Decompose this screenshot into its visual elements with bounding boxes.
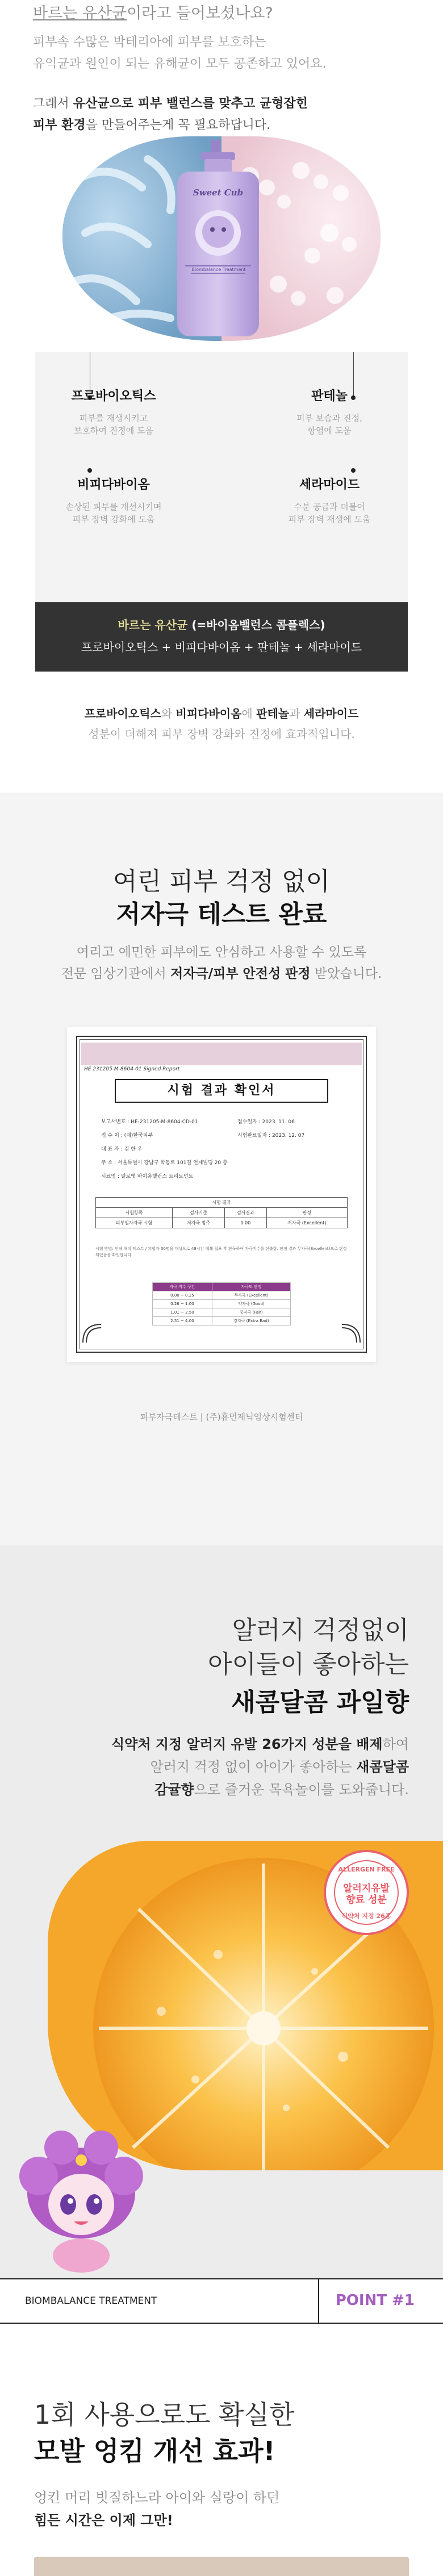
ingredient-desc: 피부 장벽 재생에 도움 bbox=[288, 514, 371, 524]
cert-value: 2023. 12. 07 bbox=[271, 1133, 305, 1139]
allergen-free-badge bbox=[324, 1850, 409, 1935]
point-bar-number: POINT #1 bbox=[335, 2292, 415, 2309]
point-bar-product: BIOMBALANCE TREATMENT bbox=[25, 2295, 157, 2307]
cert-table-header: 시험 결과 bbox=[96, 1198, 348, 1208]
product-hero-illustration bbox=[62, 136, 381, 341]
scale-cell: 2.51 ~ 4.00 bbox=[153, 1317, 212, 1325]
summary-bold: 비피다바이옴 bbox=[175, 707, 242, 720]
connector-dot bbox=[351, 468, 356, 473]
sub-post: 받았습니다. bbox=[310, 966, 382, 981]
cert-row bbox=[101, 1118, 198, 1125]
ingredient-title: 비피다바이옴 bbox=[77, 478, 150, 492]
cert-value: 김 한 우 bbox=[124, 1147, 143, 1152]
section3-body bbox=[11, 1733, 409, 1801]
cert-value: 서울특별시 강남구 학동로 101길 언제빌딩 20 층 bbox=[118, 1160, 228, 1166]
ingredient-desc: 손상된 피부를 개선시키며 bbox=[65, 502, 162, 512]
scale-cell: 무자극 (Excellent) bbox=[212, 1291, 290, 1300]
certificate-title: 시험 결과 확인서 bbox=[115, 1079, 328, 1103]
scale-col: 자극 지수 구간 bbox=[153, 1283, 212, 1291]
section3-body-line1 bbox=[11, 1733, 409, 1756]
body-text: 하여 bbox=[382, 1736, 409, 1752]
intro-p2-line1 bbox=[33, 93, 419, 115]
cert-key: 시험완료일자 : bbox=[237, 1133, 271, 1139]
summary-line2: 성분이 더해져 피부 장벽 강화와 진정에 효과적입니다. bbox=[88, 727, 355, 741]
cert-table-cell: 0.00 bbox=[225, 1218, 266, 1228]
ingredient-item bbox=[45, 475, 182, 526]
connector-dot bbox=[87, 468, 92, 473]
cert-key: 주 소 : bbox=[101, 1160, 116, 1166]
section4-headline1: 1회 사용으로도 확실한 bbox=[34, 2399, 295, 2430]
section4-body bbox=[34, 2486, 279, 2532]
body-bold: 새콤달콤 bbox=[356, 1759, 409, 1775]
badge-main-line2: 향료 성분 bbox=[346, 1894, 387, 1906]
summary-text: 에 bbox=[241, 707, 257, 720]
section4-headline2: 모발 엉킴 개선 효과! bbox=[34, 2436, 275, 2466]
summary-line1 bbox=[0, 703, 443, 724]
section4-body-line1: 엉킨 머리 빗질하느라 아이와 실랑이 하던 bbox=[34, 2490, 280, 2506]
ingredient-title: 세라마이드 bbox=[299, 478, 360, 492]
intro-p1-line1: 피부속 수많은 박테리아에 피부를 보호하는 bbox=[33, 35, 266, 49]
certificate-caption: 피부자극테스트 | (주)휴먼제닉임상시험센터 bbox=[140, 1412, 303, 1422]
ingredient-panel bbox=[35, 352, 408, 654]
cert-row bbox=[101, 1172, 193, 1179]
ingredient-desc: 항염에 도움 bbox=[307, 426, 352, 436]
badge-main-line1: 알러지유발 bbox=[342, 1883, 390, 1894]
scale-cell: 0.26 ~ 1.00 bbox=[153, 1300, 212, 1308]
section3-body-line3 bbox=[11, 1778, 409, 1801]
cert-row bbox=[101, 1145, 142, 1152]
complex-title-highlight: 바르는 유산균 bbox=[118, 618, 188, 632]
scale-cell: 1.01 ~ 2.50 bbox=[153, 1308, 212, 1317]
mascot-character-icon bbox=[16, 2125, 147, 2273]
section3-headline3: 새콤달콤 과일향 bbox=[231, 1688, 409, 1717]
body-bold: 감귤향 bbox=[154, 1782, 194, 1798]
intro-question-suffix: 이라고 들어보셨나요? bbox=[127, 5, 273, 22]
summary-bold: 프로바이오틱스 bbox=[84, 707, 161, 720]
body-bold: 식약처 지정 알러지 유발 26가지 성분을 배제 bbox=[111, 1736, 383, 1752]
cert-value: 알로엣 바이옴밸런스 트리트먼트 bbox=[120, 1174, 194, 1179]
cert-key: 접 수 처 : bbox=[101, 1133, 123, 1139]
cert-row bbox=[237, 1118, 295, 1125]
intro-p2-bold2: 피부 환경 bbox=[33, 118, 86, 132]
cert-row bbox=[101, 1158, 228, 1166]
ingredient-desc: 수분 공급과 더불어 bbox=[294, 502, 365, 512]
intro-question bbox=[33, 3, 419, 24]
complex-title-rest: (=바이옴밸런스 콤플렉스) bbox=[187, 618, 325, 632]
complex-title bbox=[35, 616, 408, 632]
section2-headline1: 여린 피부 걱정 없이 bbox=[113, 867, 330, 896]
cert-key: 대 표 자 : bbox=[101, 1147, 123, 1152]
ingredient-title: 판테놀 bbox=[311, 389, 348, 403]
intro-p2-pre: 그래서 bbox=[33, 97, 73, 111]
ingredient-item bbox=[261, 475, 398, 526]
point-bar bbox=[0, 2278, 443, 2324]
cert-key: 접수일자 : bbox=[237, 1119, 261, 1125]
section2-subtext bbox=[0, 941, 443, 985]
intro-question-highlight: 바르는 유산균 bbox=[33, 5, 127, 22]
badge-top-text: ALLERGEN FREE bbox=[338, 1866, 395, 1873]
cert-table-col: 검사기준 bbox=[172, 1208, 224, 1218]
cert-table-col: 판정 bbox=[266, 1208, 348, 1218]
intro-p2-rest: 을 만들어주는게 꼭 필요하답니다. bbox=[85, 118, 271, 132]
product-name-label: Biombalance Treatment bbox=[191, 267, 246, 272]
summary-bold: 세라마이드 bbox=[303, 707, 359, 720]
ingredient-summary bbox=[0, 703, 443, 744]
cert-table-cell: 저자극 범주 bbox=[172, 1218, 224, 1228]
fragrance-section bbox=[0, 1545, 443, 2278]
section2-sub-line1: 여리고 예민한 피부에도 안심하고 사용할 수 있도록 bbox=[76, 945, 367, 960]
ornament-icon bbox=[81, 1322, 103, 1345]
sub-bold: 저자극/피부 안전성 판정 bbox=[170, 966, 311, 981]
sub-pre: 전문 임상기관에서 bbox=[61, 966, 171, 981]
ingredient-title: 프로바이오틱스 bbox=[71, 389, 156, 403]
product-brand-label: Sweet Cub bbox=[193, 187, 244, 198]
body-text: 으로 즐거운 목욕놀이를 도와줍니다. bbox=[194, 1782, 409, 1798]
intro-p2-line2 bbox=[33, 115, 419, 136]
badge-bottom-text: 식약처 지정 26종 bbox=[341, 1912, 391, 1920]
cert-scale-table bbox=[152, 1282, 291, 1325]
cert-note: 시험 방법: 인체 패치 테스트 / 피험자 30명을 대상으로 48시간 폐쇄 첩포 후 판독하여 자극지수를 산출함. 판정 결과 무자극(Excellent)으로 판정되었음을 확인합니다. bbox=[95, 1247, 347, 1257]
section4-body-line2: 힘든 시간은 이제 그만! bbox=[34, 2512, 173, 2528]
low-irritation-section bbox=[0, 793, 443, 1545]
scale-cell: 0.00 ~ 0.25 bbox=[153, 1291, 212, 1300]
ornament-icon bbox=[340, 1322, 362, 1345]
ingredient-item bbox=[261, 386, 398, 437]
section3-headline bbox=[208, 1614, 409, 1682]
cert-key: 보고서번호 : bbox=[101, 1119, 129, 1125]
scale-cell: 강자극 (Extra Bad) bbox=[212, 1317, 290, 1325]
cert-result-table bbox=[95, 1197, 348, 1228]
cert-table-cell: 피부일차자극 시험 bbox=[96, 1218, 173, 1228]
probiotics-section bbox=[0, 0, 443, 793]
ingredient-desc: 보호하여 진정에 도움 bbox=[74, 426, 153, 436]
summary-bold: 판테놀 bbox=[256, 707, 290, 720]
ingredient-item bbox=[45, 386, 182, 437]
body-text: 알러지 걱정 없이 아이가 좋아하는 bbox=[150, 1759, 357, 1775]
complex-formula: 프로바이오틱스 + 비피다바이옴 + 판테놀 + 세라마이드 bbox=[81, 640, 362, 654]
cert-table-col: 검사결과 bbox=[225, 1208, 266, 1218]
section3-body-line2 bbox=[11, 1756, 409, 1778]
badge-main-text bbox=[326, 1883, 407, 1906]
certificate-report-number: HE 231205-M-8604-01 Signed Report bbox=[84, 1066, 180, 1072]
cert-table-cell: 저자극 (Excellent) bbox=[266, 1218, 348, 1228]
ingredient-desc: 피부를 재생시키고 bbox=[79, 413, 148, 423]
test-certificate bbox=[67, 1027, 376, 1362]
ingredient-desc: 피부 보습과 진정, bbox=[296, 413, 362, 423]
ingredient-desc: 피부 장벽 강화에 도움 bbox=[72, 514, 155, 524]
section2-sub-line2 bbox=[0, 963, 443, 985]
intro-text bbox=[33, 3, 419, 136]
certificate-header-band bbox=[81, 1043, 362, 1065]
cert-key: 시료명 : bbox=[101, 1174, 119, 1179]
scale-cell: 약자극 (Good) bbox=[212, 1300, 290, 1308]
complex-summary-box bbox=[35, 602, 408, 672]
section3-headline1: 알러지 걱정없이 bbox=[232, 1616, 409, 1645]
intro-p2-bold: 유산균으로 피부 밸런스를 맞추고 균형잡힌 bbox=[73, 97, 308, 111]
hair-photo bbox=[34, 2557, 409, 2576]
summary-text: 와 bbox=[161, 707, 176, 720]
cert-row bbox=[237, 1131, 304, 1139]
section2-headline2: 저자극 테스트 완료 bbox=[116, 900, 327, 929]
intro-p1-line2: 유익균과 원인이 되는 유해균이 모두 공존하고 있어요. bbox=[33, 57, 327, 71]
scale-cell: 중자극 (Fair) bbox=[212, 1308, 290, 1317]
cert-row bbox=[101, 1131, 153, 1139]
cert-value: HE-231205-M-8604-CD-01 bbox=[131, 1119, 198, 1125]
cert-value: (재)한국피부 bbox=[124, 1133, 153, 1139]
cert-value: 2023. 11. 06 bbox=[262, 1119, 295, 1125]
summary-text: 과 bbox=[289, 707, 304, 720]
cert-table-col: 시험항목 bbox=[96, 1208, 173, 1218]
product-hero-image bbox=[62, 136, 381, 341]
point-bar-divider bbox=[318, 2279, 319, 2323]
scale-col: 자극도 판정 bbox=[212, 1283, 290, 1291]
detangle-section bbox=[0, 2324, 443, 2576]
section3-headline2: 아이들이 좋아하는 bbox=[207, 1650, 409, 1679]
